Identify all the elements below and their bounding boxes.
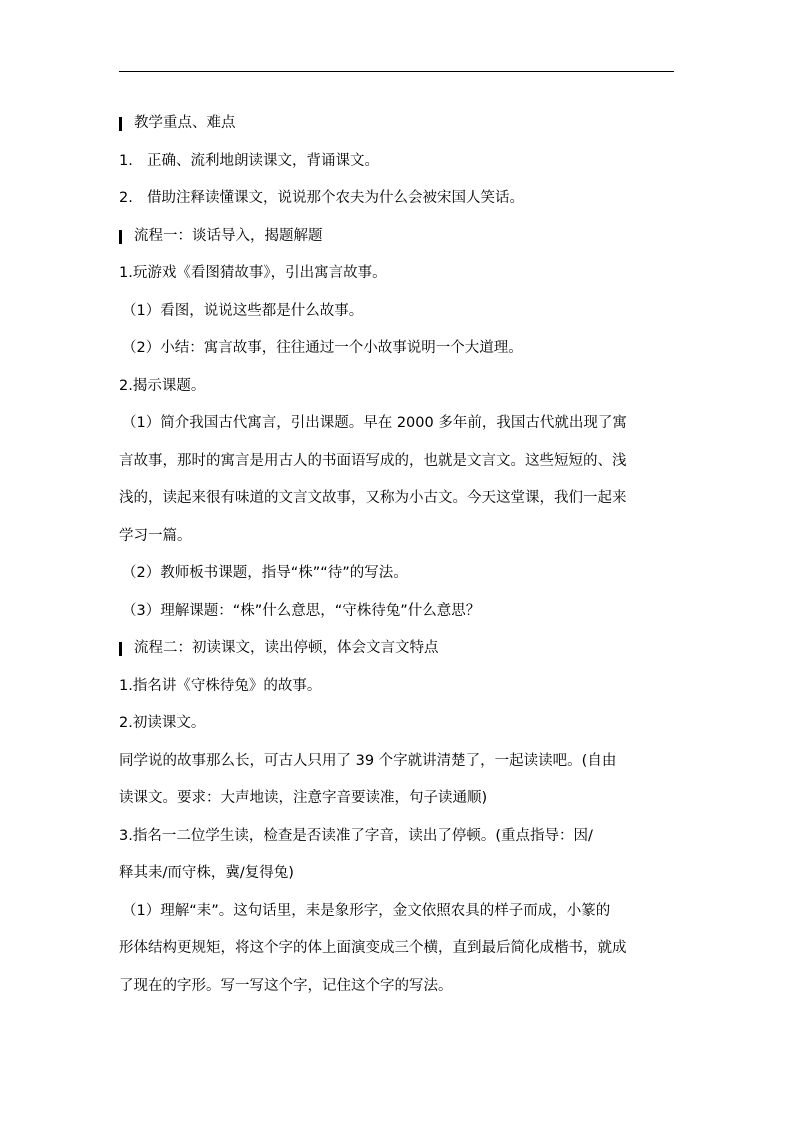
step2-sub-1-line-2: 形体结构更规矩，将这个字的体上面演变成三个横，直到最后简化成楷书，就成 xyxy=(119,940,627,956)
heading-text: 流程二：初读课文，读出停顿，体会文言文特点 xyxy=(134,640,439,656)
section-heading-step-2 xyxy=(119,630,674,668)
heading-text: 教学重点、难点 xyxy=(134,115,236,131)
step1-sub-4: （2）教师板书课题，指导“株”“待”的写法。 xyxy=(122,565,408,581)
step2-sub-1-line-3: 了现在的字形。写一写这个字，记住这个字的写法。 xyxy=(119,977,453,994)
key-point-number: 1. xyxy=(119,152,133,169)
document-body xyxy=(119,105,674,1005)
step1-item-1: 1.玩游戏《看图猜故事》，引出寓言故事。 xyxy=(119,265,387,281)
step1-sub-3-line-3: 浅的，读起来很有味道的文言文故事，又称为小古文。今天这堂课，我们一起来 xyxy=(119,490,627,506)
step1-sub-1: （1）看图，说说这些都是什么故事。 xyxy=(122,302,364,319)
step2-sub-1-line-1: （1）理解“耒”。这句话里，耒是象形字，金文依照农具的样子而成，小篆的 xyxy=(122,902,611,919)
key-point-number: 2. xyxy=(119,190,133,206)
heading-bar-icon xyxy=(119,642,122,656)
step2-item-3-line-1: 3.指名一二位学生读，检查是否读准了字音，读出了停顿。(重点指导：因/ xyxy=(119,827,593,844)
step1-sub-2: （2）小结：寓言故事，往往通过一个小故事说明一个大道理。 xyxy=(122,340,523,356)
key-point-text: 正确、流利地朗读课文，背诵课文。 xyxy=(147,152,379,169)
section-heading-key-points xyxy=(119,105,674,143)
key-point-1 xyxy=(119,143,674,181)
step2-item-2: 2.初读课文。 xyxy=(119,715,206,731)
step2-item-3-line-2: 释其耒/而守株，冀/复得兔) xyxy=(119,865,294,881)
heading-text: 流程一：谈话导入，揭题解题 xyxy=(134,227,323,244)
step2-item-1: 1.指名讲《守株待兔》的故事。 xyxy=(119,677,322,694)
heading-bar-icon xyxy=(119,117,122,131)
step1-sub-3-line-4: 学习一篇。 xyxy=(119,527,192,544)
step2-para-line-2: 读课文。要求：大声地读，注意字音要读准，句子读通顺) xyxy=(119,790,488,806)
header-rule xyxy=(119,71,674,72)
step2-para-line-1: 同学说的故事那么长，可古人只用了 39 个字就讲清楚了，一起读读吧。(自由 xyxy=(119,752,617,769)
heading-bar-icon xyxy=(119,230,122,244)
step1-sub-3-line-1: （1）简介我国古代寓言，引出课题。早在 2000 多年前，我国古代就出现了寓 xyxy=(122,415,627,431)
key-point-text: 借助注释读懂课文，说说那个农夫为什么会被宋国人笑话。 xyxy=(147,190,524,206)
step1-item-2: 2.揭示课题。 xyxy=(119,377,206,394)
step1-sub-3-line-2: 言故事，那时的寓言是用古人的书面语写成的，也就是文言文。这些短短的、浅 xyxy=(119,452,627,469)
section-heading-step-1 xyxy=(119,218,674,256)
step1-sub-5: （3）理解课题：“株”什么意思，“守株待兔”什么意思？ xyxy=(122,602,481,619)
key-point-2 xyxy=(119,180,674,218)
